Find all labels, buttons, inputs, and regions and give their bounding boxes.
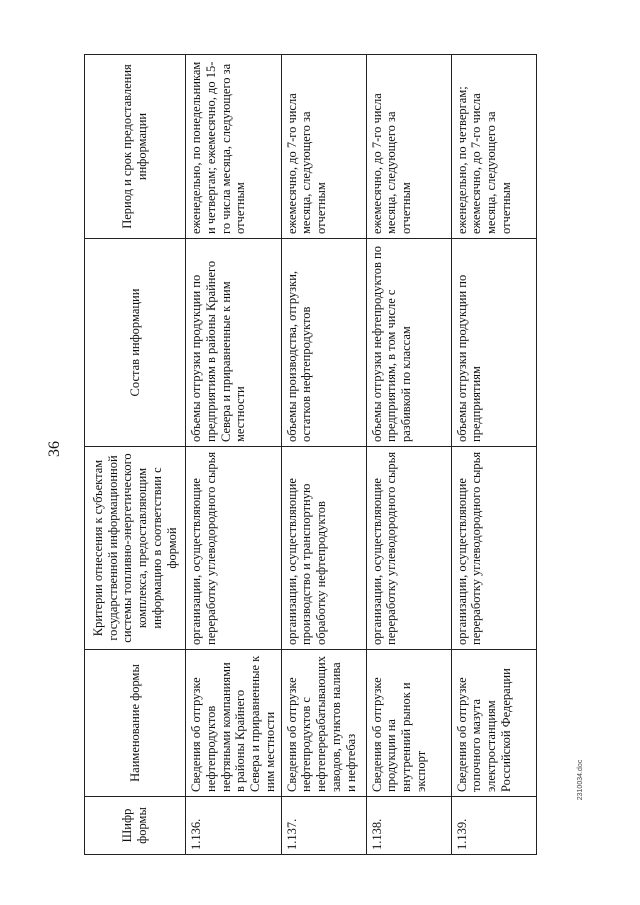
page-number: 36 bbox=[46, 441, 63, 457]
cell-criteria: организации, осуществляющие переработку углеводородного сырья bbox=[186, 447, 282, 650]
header-criteria: Критерии отнесения к субъектам государственной информационной системы топливно-энергетического комплекса, предоставляющим информацию в соответствии с формой bbox=[85, 447, 186, 650]
table-row bbox=[366, 55, 451, 855]
cell-name: Сведения об отгрузке нефтепродуктов с нефтеперерабатывающих заводов, пунктов налива и нефтебаз bbox=[281, 650, 366, 797]
cell-code: 1.136. bbox=[186, 797, 282, 855]
rotated-table-container bbox=[84, 55, 526, 855]
cell-period: еженедельно, по четвергам; ежемесячно, до 7-го числа месяца, следующего за отчетным bbox=[451, 55, 536, 239]
cell-period: еженедельно, по понедельникам и четвергам; ежемесячно, до 15-го числа месяца, следующего за отчетным bbox=[186, 55, 282, 239]
cell-content: объемы отгрузки продукции по предприятиям в районы Крайнего Севера и приравненные к ним местности bbox=[186, 239, 282, 447]
table-header-row bbox=[85, 55, 186, 855]
cell-name: Сведения об отгрузке продукции на внутренний рынок и экспорт bbox=[366, 650, 451, 797]
cell-content: объемы отгрузки продукции по предприятиям bbox=[451, 239, 536, 447]
document-code-footer: 2310034.doc bbox=[577, 759, 584, 801]
table-row bbox=[451, 55, 536, 855]
cell-content: объемы отгрузки нефтепродуктов по предприятиям, в том числе с разбивкой по классам bbox=[366, 239, 451, 447]
header-code: Шифр формы bbox=[85, 797, 186, 855]
cell-period: ежемесячно, до 7-го числа месяца, следующего за отчетным bbox=[281, 55, 366, 239]
cell-code: 1.137. bbox=[281, 797, 366, 855]
cell-criteria: организации, осуществляющие производство и транспортную обработку нефтепродуктов bbox=[281, 447, 366, 650]
header-content: Состав информации bbox=[85, 239, 186, 447]
cell-code: 1.139. bbox=[451, 797, 536, 855]
cell-content: объемы производства, отгрузки, остатков нефтепродуктов bbox=[281, 239, 366, 447]
table-row bbox=[186, 55, 282, 855]
cell-criteria: организации, осуществляющие переработку углеводородного сырья bbox=[366, 447, 451, 650]
table-row bbox=[281, 55, 366, 855]
cell-name: Сведения об отгрузке топочного мазута электростанциям Российской Федерации bbox=[451, 650, 536, 797]
forms-table bbox=[84, 54, 537, 855]
header-period: Период и срок предоставления информации bbox=[85, 55, 186, 239]
header-name: Наименование формы bbox=[85, 650, 186, 797]
cell-code: 1.138. bbox=[366, 797, 451, 855]
cell-period: ежемесячно, до 7-го числа месяца, следующего за отчетным bbox=[366, 55, 451, 239]
cell-name: Сведения об отгрузке нефтепродуктов нефтяными компаниями в районы Крайнего Севера и приравненные к ним местности bbox=[186, 650, 282, 797]
cell-criteria: организации, осуществляющие переработку углеводородного сырья bbox=[451, 447, 536, 650]
